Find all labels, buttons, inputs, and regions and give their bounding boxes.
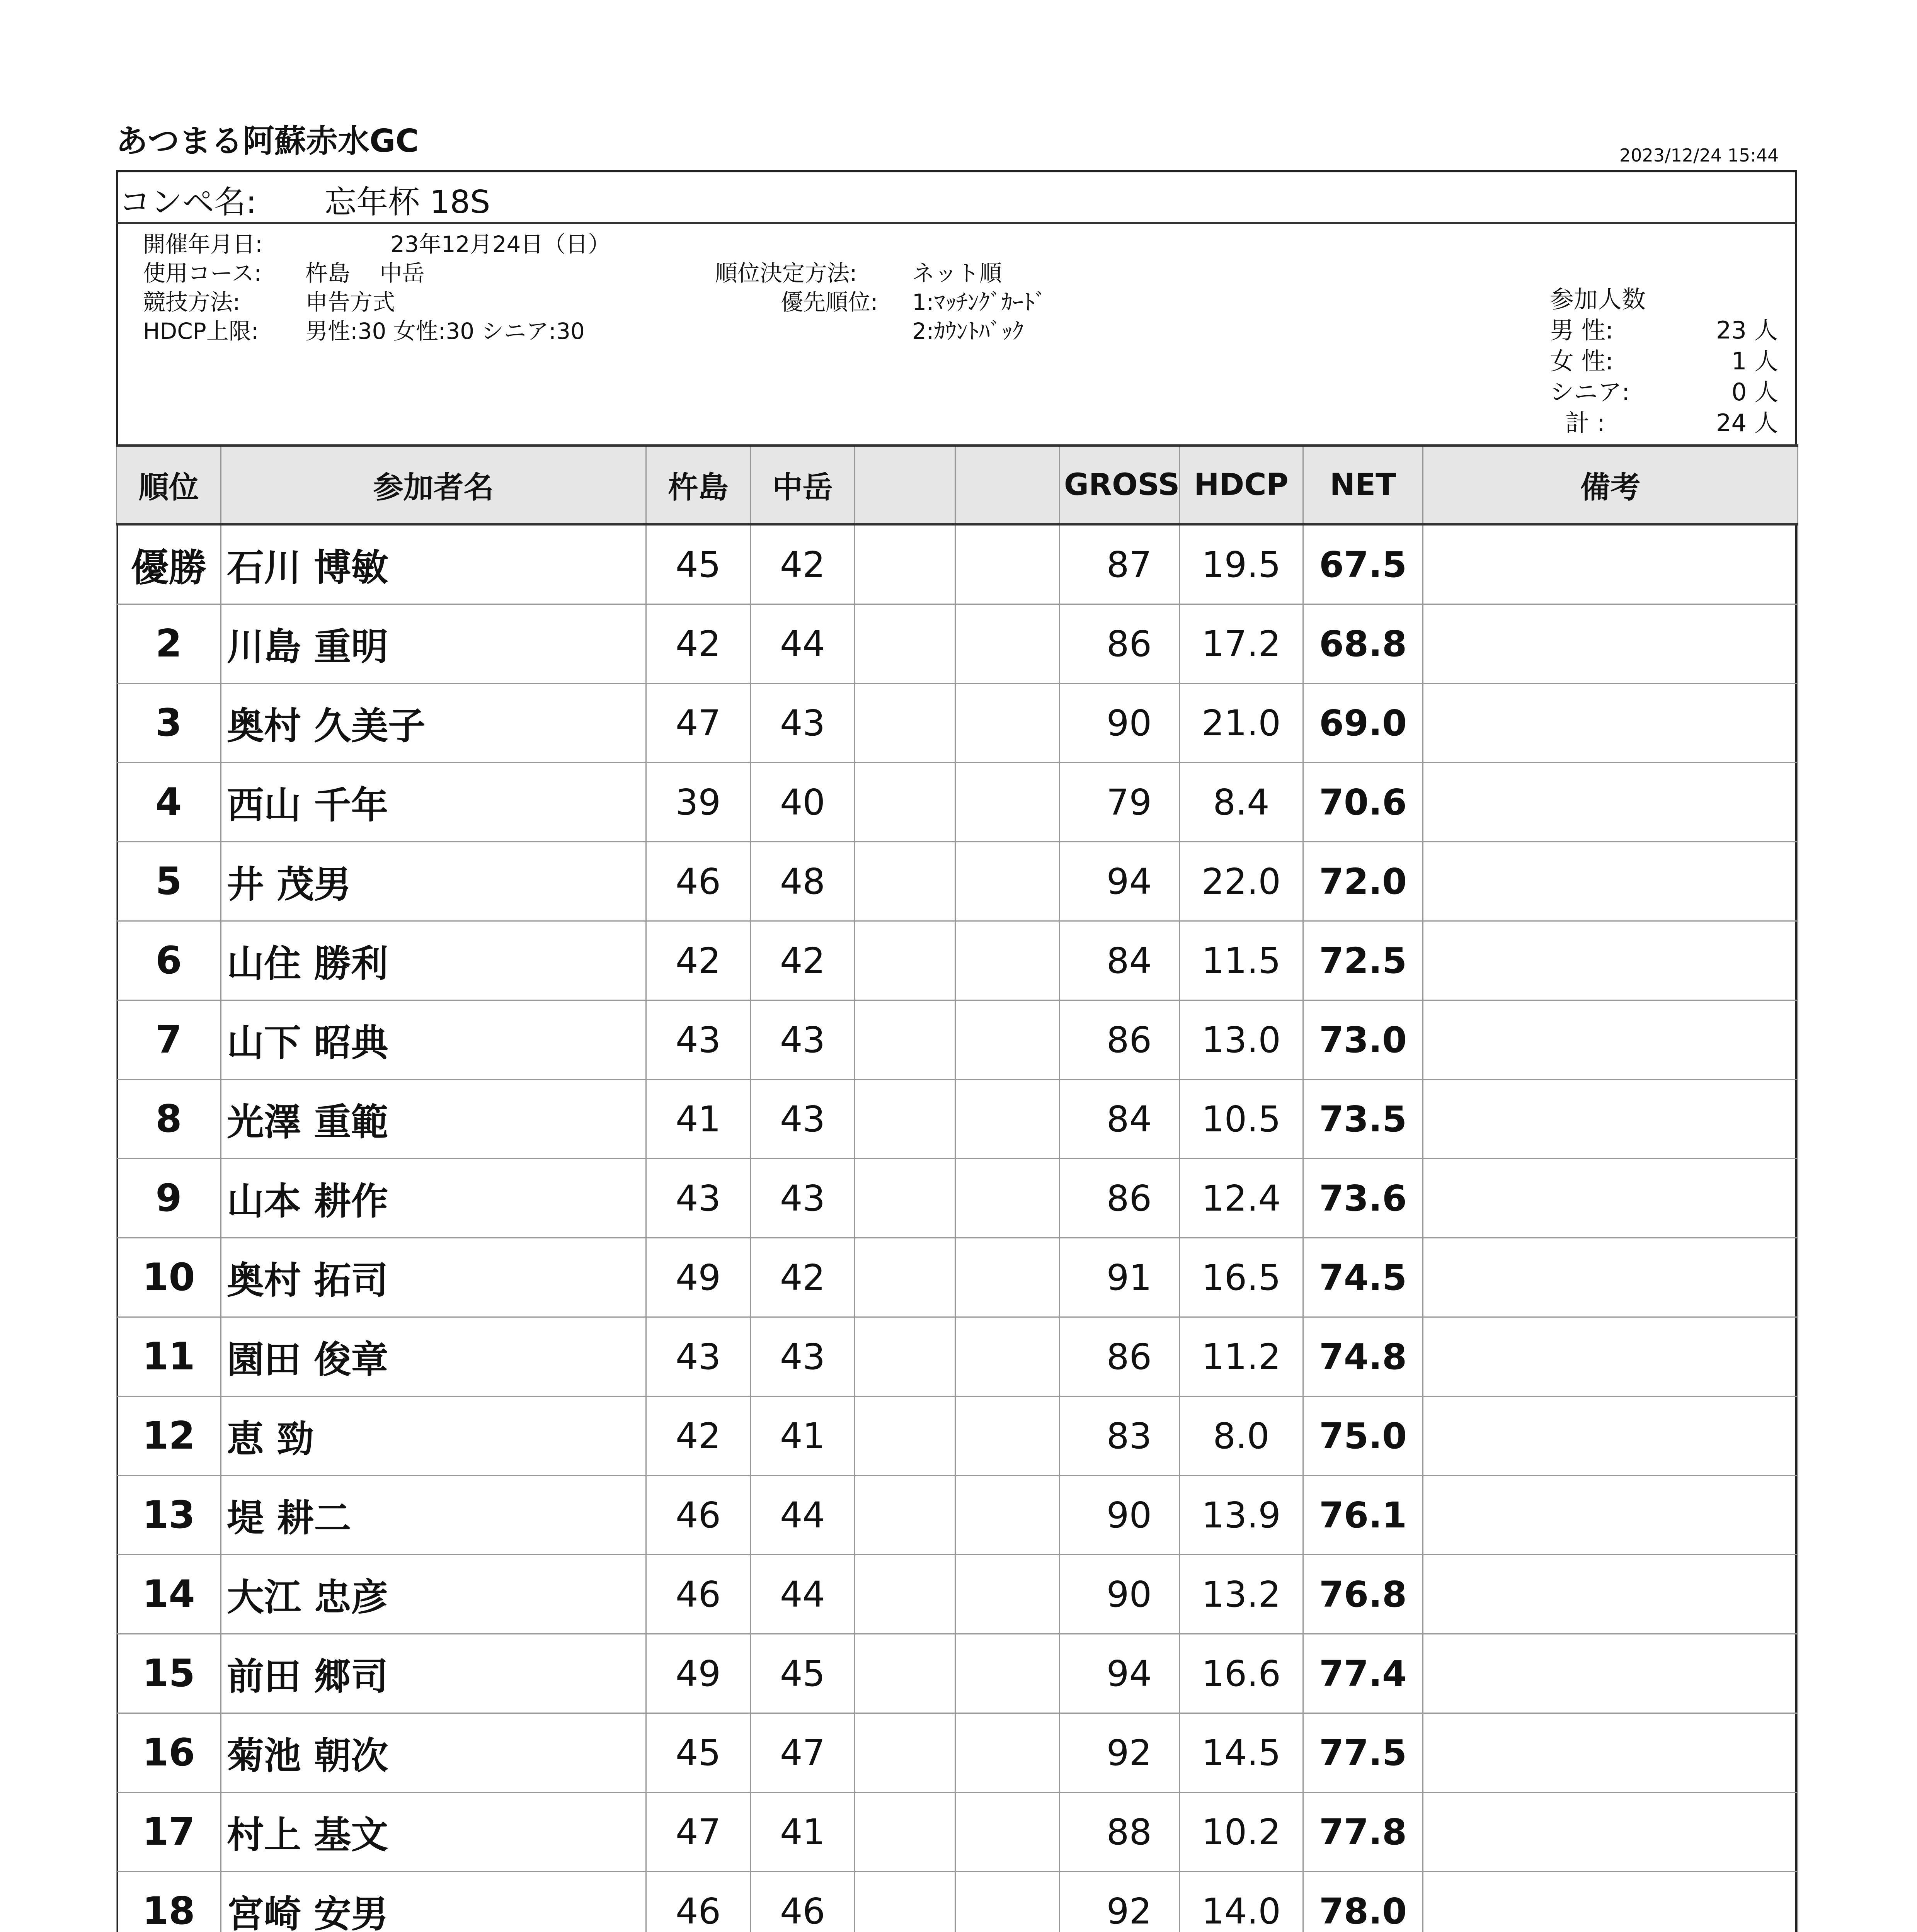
player-name-cell: 堤 耕二 [221, 1476, 646, 1555]
out-score-cell: 46 [646, 842, 751, 921]
blank-cell [855, 684, 955, 763]
net-cell: 76.8 [1303, 1555, 1423, 1634]
hdcp-cell: 13.2 [1180, 1555, 1303, 1634]
col-in: 中岳 [751, 446, 855, 524]
in-score-cell: 42 [751, 524, 855, 604]
rank-cell: 12 [117, 1396, 221, 1476]
out-score-cell: 47 [646, 1793, 751, 1872]
event-date-label: 開催年月日: [143, 231, 263, 257]
priority-rule-1: 1:ﾏｯﾁﾝｸﾞｶｰﾄﾞ [912, 289, 1046, 315]
course-label: 使用コース: [143, 260, 262, 286]
blank-cell [855, 1793, 955, 1872]
in-score-cell: 43 [751, 1000, 855, 1080]
net-cell: 74.8 [1303, 1317, 1423, 1396]
out-score-cell: 49 [646, 1238, 751, 1317]
table-header-row [117, 446, 1798, 524]
gross-cell: 84 [1060, 1080, 1180, 1159]
net-cell: 72.0 [1303, 842, 1423, 921]
gross-cell: 92 [1060, 1872, 1180, 1932]
rank-cell: 5 [117, 842, 221, 921]
in-score-cell: 47 [751, 1713, 855, 1793]
col-blank-2 [955, 446, 1060, 524]
in-score-cell: 44 [751, 1555, 855, 1634]
net-cell: 75.0 [1303, 1396, 1423, 1476]
table-row [117, 684, 1798, 763]
remarks-cell [1423, 1317, 1798, 1396]
player-name-cell: 川島 重明 [221, 604, 646, 684]
net-cell: 78.0 [1303, 1872, 1423, 1932]
table-row [117, 1080, 1798, 1159]
competition-name: 忘年杯 18S [325, 184, 490, 221]
remarks-cell [1423, 604, 1798, 684]
rank-cell: 15 [117, 1634, 221, 1713]
rank-cell: 優勝 [117, 524, 221, 604]
col-hdcp: HDCP [1180, 446, 1303, 524]
priority-rule-2: 2:ｶｳﾝﾄﾊﾞｯｸ [912, 318, 1024, 344]
rank-cell: 17 [117, 1793, 221, 1872]
table-row [117, 1555, 1798, 1634]
blank-cell [955, 763, 1060, 842]
player-name-cell: 石川 博敏 [221, 524, 646, 604]
ranking-method-label: 順位決定方法: [715, 260, 857, 286]
participants-male-count: 23 人 [1716, 316, 1778, 344]
out-score-cell: 43 [646, 1159, 751, 1238]
participants-total-count: 24 人 [1716, 409, 1778, 437]
gross-cell: 86 [1060, 1000, 1180, 1080]
hdcp-cell: 8.4 [1180, 763, 1303, 842]
rank-cell: 2 [117, 604, 221, 684]
in-score-cell: 44 [751, 604, 855, 684]
col-name: 参加者名 [221, 446, 646, 524]
table-row [117, 842, 1798, 921]
in-score-cell: 43 [751, 1317, 855, 1396]
player-name-cell: 菊池 朝次 [221, 1713, 646, 1793]
play-method-label: 競技方法: [143, 289, 240, 315]
event-date-value: 23年12月24日（日） [390, 231, 611, 257]
remarks-cell [1423, 763, 1798, 842]
gross-cell: 87 [1060, 524, 1180, 604]
gross-cell: 90 [1060, 1476, 1180, 1555]
rank-cell: 6 [117, 921, 221, 1000]
player-name-cell: 前田 郷司 [221, 1634, 646, 1713]
remarks-cell [1423, 921, 1798, 1000]
net-cell: 77.8 [1303, 1793, 1423, 1872]
table-row [117, 1238, 1798, 1317]
table-row [117, 1000, 1798, 1080]
blank-cell [855, 1000, 955, 1080]
hdcp-cell: 21.0 [1180, 684, 1303, 763]
gross-cell: 92 [1060, 1713, 1180, 1793]
blank-cell [955, 842, 1060, 921]
out-score-cell: 39 [646, 763, 751, 842]
blank-cell [955, 1317, 1060, 1396]
in-score-cell: 48 [751, 842, 855, 921]
out-score-cell: 47 [646, 684, 751, 763]
results-table [116, 444, 1798, 1932]
blank-cell [855, 1159, 955, 1238]
rank-cell: 8 [117, 1080, 221, 1159]
hdcp-cell: 11.2 [1180, 1317, 1303, 1396]
blank-cell [955, 1396, 1060, 1476]
remarks-cell [1423, 1476, 1798, 1555]
gross-cell: 90 [1060, 1555, 1180, 1634]
table-row [117, 1872, 1798, 1932]
rank-cell: 4 [117, 763, 221, 842]
col-out: 杵島 [646, 446, 751, 524]
rank-cell: 10 [117, 1238, 221, 1317]
col-rank: 順位 [117, 446, 221, 524]
player-name-cell: 奥村 拓司 [221, 1238, 646, 1317]
blank-cell [855, 1317, 955, 1396]
hdcp-cell: 19.5 [1180, 524, 1303, 604]
hdcp-cell: 14.5 [1180, 1713, 1303, 1793]
in-score-cell: 43 [751, 684, 855, 763]
hdcp-cell: 17.2 [1180, 604, 1303, 684]
player-name-cell: 宮崎 安男 [221, 1872, 646, 1932]
net-cell: 74.5 [1303, 1238, 1423, 1317]
gross-cell: 94 [1060, 842, 1180, 921]
table-row [117, 921, 1798, 1000]
hdcp-cell: 12.4 [1180, 1159, 1303, 1238]
remarks-cell [1423, 1000, 1798, 1080]
rank-cell: 16 [117, 1713, 221, 1793]
net-cell: 73.0 [1303, 1000, 1423, 1080]
hdcp-cell: 22.0 [1180, 842, 1303, 921]
course-value: 杵島 中岳 [305, 260, 425, 286]
participants-senior-count: 0 人 [1731, 378, 1779, 406]
blank-cell [955, 921, 1060, 1000]
in-score-cell: 41 [751, 1793, 855, 1872]
table-row [117, 1317, 1798, 1396]
in-score-cell: 45 [751, 1634, 855, 1713]
out-score-cell: 45 [646, 1713, 751, 1793]
gross-cell: 86 [1060, 1159, 1180, 1238]
blank-cell [955, 1000, 1060, 1080]
blank-cell [955, 1713, 1060, 1793]
play-method-value: 申告方式 [305, 289, 395, 315]
net-cell: 73.6 [1303, 1159, 1423, 1238]
remarks-cell [1423, 1713, 1798, 1793]
net-cell: 68.8 [1303, 604, 1423, 684]
blank-cell [955, 604, 1060, 684]
blank-cell [955, 1634, 1060, 1713]
blank-cell [855, 1080, 955, 1159]
results-table-wrapper [116, 444, 1797, 1932]
net-cell: 77.5 [1303, 1713, 1423, 1793]
net-cell: 70.6 [1303, 763, 1423, 842]
hdcp-cell: 13.9 [1180, 1476, 1303, 1555]
participants-female-count: 1 人 [1731, 347, 1779, 375]
gross-cell: 90 [1060, 684, 1180, 763]
gross-cell: 86 [1060, 1317, 1180, 1396]
blank-cell [955, 1793, 1060, 1872]
table-row [117, 1476, 1798, 1555]
gross-cell: 83 [1060, 1396, 1180, 1476]
gross-cell: 91 [1060, 1238, 1180, 1317]
rank-cell: 11 [117, 1317, 221, 1396]
participants-female-label: 女 性: [1550, 347, 1614, 375]
table-row [117, 1634, 1798, 1713]
net-cell: 67.5 [1303, 524, 1423, 604]
in-score-cell: 42 [751, 921, 855, 1000]
player-name-cell: 西山 千年 [221, 763, 646, 842]
competition-header [116, 170, 1797, 224]
rank-cell: 3 [117, 684, 221, 763]
hdcp-cell: 8.0 [1180, 1396, 1303, 1476]
in-score-cell: 42 [751, 1238, 855, 1317]
in-score-cell: 43 [751, 1080, 855, 1159]
remarks-cell [1423, 1159, 1798, 1238]
table-row [117, 524, 1798, 604]
hdcp-cell: 14.0 [1180, 1872, 1303, 1932]
hdcp-cell: 13.0 [1180, 1000, 1303, 1080]
printed-timestamp: 2023/12/24 15:44 [1619, 145, 1779, 166]
in-score-cell: 44 [751, 1476, 855, 1555]
player-name-cell: 村上 基文 [221, 1793, 646, 1872]
remarks-cell [1423, 1872, 1798, 1932]
participants-male-label: 男 性: [1550, 316, 1614, 344]
player-name-cell: 大江 忠彦 [221, 1555, 646, 1634]
ranking-method-value: ネット順 [912, 260, 1002, 286]
gross-cell: 84 [1060, 921, 1180, 1000]
table-row [117, 1159, 1798, 1238]
hdcp-cell: 16.5 [1180, 1238, 1303, 1317]
hdcp-limit-value: 男性:30 女性:30 シニア:30 [305, 318, 585, 344]
blank-cell [855, 1713, 955, 1793]
remarks-cell [1423, 1080, 1798, 1159]
hdcp-cell: 10.2 [1180, 1793, 1303, 1872]
blank-cell [955, 1872, 1060, 1932]
col-remarks: 備考 [1423, 446, 1798, 524]
out-score-cell: 42 [646, 604, 751, 684]
blank-cell [855, 1396, 955, 1476]
player-name-cell: 山住 勝利 [221, 921, 646, 1000]
out-score-cell: 42 [646, 921, 751, 1000]
net-cell: 77.4 [1303, 1634, 1423, 1713]
blank-cell [955, 1159, 1060, 1238]
blank-cell [855, 1872, 955, 1932]
hdcp-cell: 11.5 [1180, 921, 1303, 1000]
blank-cell [855, 842, 955, 921]
player-name-cell: 恵 勁 [221, 1396, 646, 1476]
participants-title: 参加人数 [1550, 285, 1646, 313]
rank-cell: 9 [117, 1159, 221, 1238]
remarks-cell [1423, 1555, 1798, 1634]
table-row [117, 1396, 1798, 1476]
out-score-cell: 46 [646, 1872, 751, 1932]
out-score-cell: 46 [646, 1476, 751, 1555]
in-score-cell: 46 [751, 1872, 855, 1932]
col-net: NET [1303, 446, 1423, 524]
table-row [117, 1713, 1798, 1793]
hdcp-limit-label: HDCP上限: [143, 318, 259, 344]
gross-cell: 94 [1060, 1634, 1180, 1713]
out-score-cell: 43 [646, 1000, 751, 1080]
blank-cell [955, 684, 1060, 763]
gross-cell: 88 [1060, 1793, 1180, 1872]
blank-cell [955, 1238, 1060, 1317]
blank-cell [855, 604, 955, 684]
hdcp-cell: 16.6 [1180, 1634, 1303, 1713]
table-row [117, 1793, 1798, 1872]
blank-cell [855, 1238, 955, 1317]
club-name: あつまる阿蘇赤水GC [116, 123, 419, 160]
player-name-cell: 園田 俊章 [221, 1317, 646, 1396]
blank-cell [955, 1080, 1060, 1159]
net-cell: 72.5 [1303, 921, 1423, 1000]
remarks-cell [1423, 1634, 1798, 1713]
out-score-cell: 43 [646, 1317, 751, 1396]
out-score-cell: 46 [646, 1555, 751, 1634]
remarks-cell [1423, 684, 1798, 763]
blank-cell [955, 1476, 1060, 1555]
out-score-cell: 45 [646, 524, 751, 604]
blank-cell [855, 921, 955, 1000]
in-score-cell: 43 [751, 1159, 855, 1238]
priority-label: 優先順位: [781, 289, 878, 315]
table-row [117, 763, 1798, 842]
net-cell: 69.0 [1303, 684, 1423, 763]
out-score-cell: 41 [646, 1080, 751, 1159]
participants-senior-label: シニア: [1550, 378, 1630, 406]
in-score-cell: 40 [751, 763, 855, 842]
col-blank-1 [855, 446, 955, 524]
rank-cell: 14 [117, 1555, 221, 1634]
net-cell: 73.5 [1303, 1080, 1423, 1159]
competition-label: コンペ名: [119, 184, 257, 221]
blank-cell [955, 1555, 1060, 1634]
col-gross: GROSS [1060, 446, 1180, 524]
rank-cell: 18 [117, 1872, 221, 1932]
player-name-cell: 井 茂男 [221, 842, 646, 921]
rank-cell: 7 [117, 1000, 221, 1080]
remarks-cell [1423, 842, 1798, 921]
blank-cell [955, 524, 1060, 604]
blank-cell [855, 1634, 955, 1713]
blank-cell [855, 524, 955, 604]
participants-total-label: 計 : [1565, 409, 1605, 437]
gross-cell: 79 [1060, 763, 1180, 842]
remarks-cell [1423, 1238, 1798, 1317]
player-name-cell: 奥村 久美子 [221, 684, 646, 763]
hdcp-cell: 10.5 [1180, 1080, 1303, 1159]
in-score-cell: 41 [751, 1396, 855, 1476]
rank-cell: 13 [117, 1476, 221, 1555]
blank-cell [855, 1555, 955, 1634]
blank-cell [855, 763, 955, 842]
remarks-cell [1423, 1793, 1798, 1872]
player-name-cell: 山下 昭典 [221, 1000, 646, 1080]
player-name-cell: 山本 耕作 [221, 1159, 646, 1238]
out-score-cell: 49 [646, 1634, 751, 1713]
player-name-cell: 光澤 重範 [221, 1080, 646, 1159]
table-row [117, 604, 1798, 684]
out-score-cell: 42 [646, 1396, 751, 1476]
remarks-cell [1423, 1396, 1798, 1476]
gross-cell: 86 [1060, 604, 1180, 684]
remarks-cell [1423, 524, 1798, 604]
net-cell: 76.1 [1303, 1476, 1423, 1555]
blank-cell [855, 1476, 955, 1555]
